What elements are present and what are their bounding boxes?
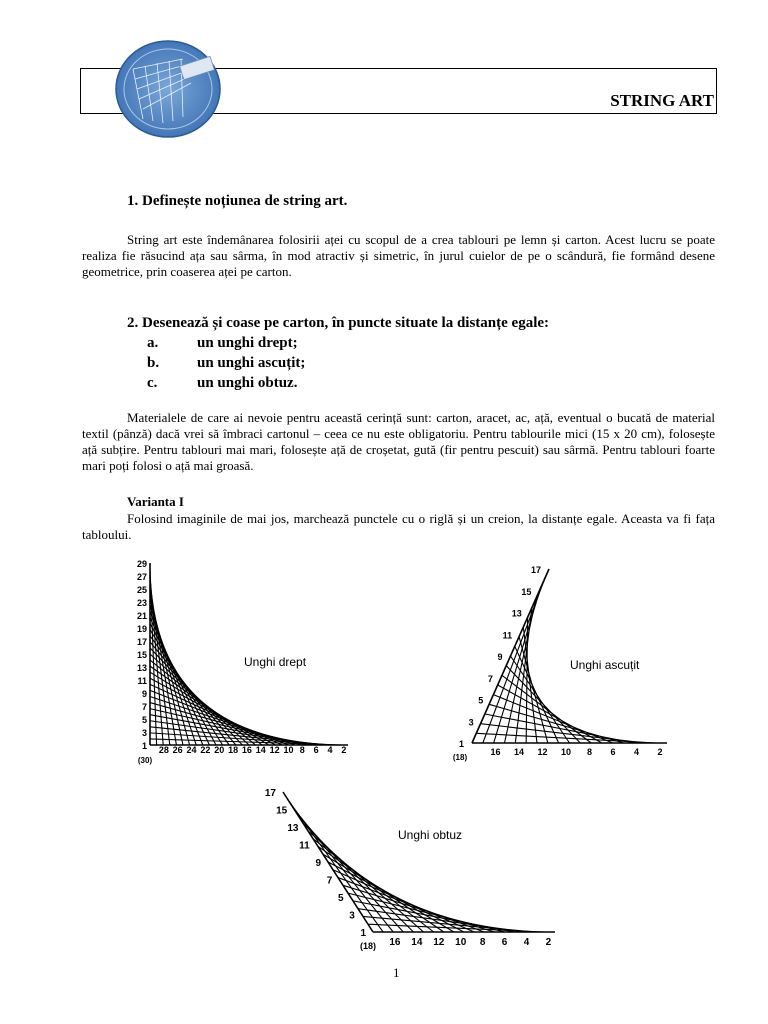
axis-label: 3 [349, 910, 355, 922]
axis-label: 6 [501, 937, 508, 948]
axis-label: 11 [137, 676, 147, 686]
axis-label: 18 [228, 745, 239, 755]
figure-right-lines [150, 563, 348, 745]
corner-label: (18) [452, 753, 468, 762]
axis-label: 2 [657, 747, 663, 757]
string-line [338, 878, 484, 932]
axis-label: 9 [141, 689, 147, 699]
figure-obtuse-lines [283, 792, 555, 932]
axis-label: 4 [523, 937, 530, 948]
axis-label: 9 [497, 652, 503, 662]
axis-label: 21 [136, 611, 147, 621]
string-line [498, 685, 602, 743]
axis-label: 16 [241, 745, 252, 755]
axis-label: 2 [341, 745, 347, 755]
list-item-text: un unghi ascuțit; [197, 355, 306, 371]
string-line [502, 675, 591, 743]
axis-label: 20 [214, 745, 225, 755]
axis-label: 13 [511, 608, 522, 619]
axis-label: 5 [141, 715, 147, 725]
axis-label: 7 [487, 673, 493, 684]
string-line [476, 733, 656, 743]
axis-label: 15 [521, 586, 532, 597]
axis-label: 1 [458, 739, 464, 749]
axis-label: 26 [172, 745, 183, 755]
corner-label: (18) [359, 941, 377, 951]
varianta-title: Varianta I [127, 494, 184, 509]
axis-label: 12 [269, 745, 280, 755]
axis-label: 1 [360, 928, 366, 939]
axis-label: 4 [327, 745, 333, 755]
axis-label: 23 [136, 598, 147, 608]
figure-right-caption: Unghi drept [244, 655, 307, 669]
axis-label: 12 [537, 747, 548, 757]
axis-label: 13 [287, 823, 299, 834]
axis-label: 5 [337, 893, 344, 904]
axis-label: 27 [136, 572, 147, 582]
figure-obtuse-angle [265, 782, 565, 957]
axis-label: 22 [200, 745, 211, 755]
materials-paragraph: Materialele de care ai nevoie pentru această cerință sunt: carton, aracet, ac, ață, eventual o bucată de material textil (pânză) dacă vrei să îmbraci cartonul – ceea ce nu este obligatoriu. Pentru tablourile mici (15 x 20 cm), folosește ață subțire. Pentru tablouri mai mari, folosește ață de croșetat, gută (fir pentru pescuit) sau sârmă. Pentru tablouri foarte mari poți folosi o ață mai groasă. [82, 410, 715, 473]
figure-acute-caption: Unghi ascuțit [570, 658, 640, 672]
list-item [127, 373, 549, 393]
list-item-text: un unghi obtuz. [197, 375, 298, 391]
axis-label: 11 [502, 630, 513, 641]
axis-label: 7 [141, 702, 147, 712]
string-line [150, 666, 262, 745]
axis-label: 10 [560, 747, 571, 757]
axis-label: 15 [136, 650, 147, 660]
axis-label: 17 [530, 565, 541, 575]
list-item [127, 333, 549, 353]
header-title: STRING ART [610, 91, 714, 110]
varianta-paragraph: Folosind imaginile de mai jos, marchează punctele cu o riglă și un creion, la distanțe egale. Aceasta va fi fața tabloului. [82, 511, 715, 542]
section1-heading: 1. Definește noțiunea de string art. [127, 193, 348, 209]
section1-paragraph: String art este îndemânarea folosirii aței cu scopul de a crea tablouri pe lemn și carton. Acest lucru se poate realiza fie răsucind ața sau sârma, în mod atractiv și simetric, în jurul cuielor de pe o scândură, fie formând desene geometrice, prin coaserea aței pe carton. [82, 232, 715, 279]
axis-label: 29 [136, 559, 147, 569]
string-line [511, 656, 570, 743]
corner-label: (30) [137, 756, 153, 765]
axis-label: 17 [136, 637, 147, 647]
axis-label: 10 [283, 745, 294, 755]
axis-label: 1 [141, 741, 147, 751]
axis-label: 24 [186, 745, 197, 755]
axis-label: 3 [141, 728, 147, 738]
string-line [150, 684, 282, 745]
axis-label: 16 [490, 747, 501, 757]
axis-label: 13 [136, 663, 147, 673]
section2-heading-block [127, 313, 549, 393]
string-art-logo [113, 39, 223, 139]
axis-label: 8 [586, 747, 592, 757]
section2-heading: 2. Desenează și coase pe carton, în puncte situate la distanțe egale: [127, 315, 550, 331]
axis-label: 8 [479, 937, 486, 948]
figure-acute-angle [445, 563, 675, 768]
axis-label: 3 [468, 717, 474, 728]
axis-label: 7 [326, 875, 333, 887]
axis-label: 28 [158, 745, 169, 755]
axis-label: 19 [136, 624, 147, 634]
axis-label: 9 [315, 858, 321, 869]
axis-label: 14 [513, 747, 524, 757]
list-item-letter: b. [147, 355, 160, 371]
axis-label: 6 [313, 745, 319, 755]
axis-label: 6 [610, 747, 616, 757]
axis-label: 25 [136, 585, 147, 595]
axis-label: 5 [478, 695, 484, 706]
axis-label: 14 [255, 745, 266, 755]
axis-label: 4 [633, 747, 639, 757]
axis-label: 10 [455, 937, 467, 948]
figure-right-angle [128, 555, 358, 770]
list-item-text: un unghi drept; [197, 335, 298, 351]
list-item [127, 353, 549, 373]
axis-label: 14 [411, 937, 423, 948]
axis-label: 8 [299, 745, 305, 755]
figure-obtuse-caption: Unghi obtuz [398, 828, 463, 842]
page-number: 1 [393, 965, 400, 980]
axis-label: 11 [299, 840, 310, 852]
axis-label: 17 [265, 788, 276, 799]
axis-label: 15 [276, 805, 288, 817]
list-item-letter: c. [147, 375, 158, 391]
axis-label: 16 [389, 937, 401, 948]
axis-label: 12 [433, 937, 445, 948]
axis-label: 2 [545, 937, 552, 948]
list-item-letter: a. [147, 335, 159, 351]
